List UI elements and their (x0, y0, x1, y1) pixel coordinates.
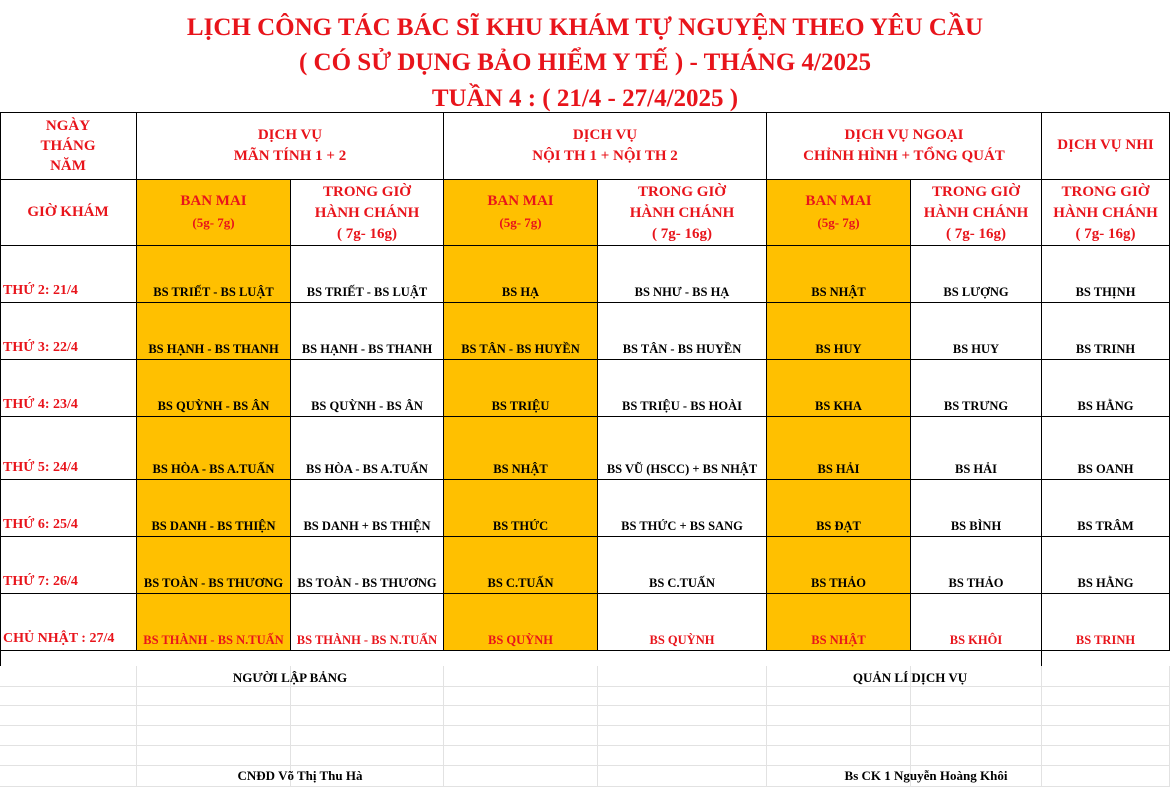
spreadsheet-gridcell (598, 746, 767, 766)
service-group-line: DỊCH VỤ NHI (1057, 137, 1154, 153)
doctor-assignment: BS KHA (767, 360, 911, 417)
day-label: THỨ 7: 26/4 (0, 537, 137, 594)
doctor-assignment: BS TÂN - BS HUYỀN (598, 303, 767, 360)
spreadsheet-gridcell (767, 746, 911, 766)
doctor-assignment: BS THẢO (767, 537, 911, 594)
doctor-assignment: BS DANH + BS THIỆN (291, 480, 444, 537)
shift-header-line: BAN MAI (487, 193, 554, 209)
spreadsheet-gridcell (137, 706, 291, 726)
doctor-assignment: BS TRIỆU (444, 360, 598, 417)
title-line-2: ( CÓ SỬ DỤNG BẢO HIỂM Y TẾ ) - THÁNG 4/2025 (298, 49, 872, 76)
spreadsheet-gridcell (767, 706, 911, 726)
doctor-assignment: BS HẰNG (1042, 537, 1170, 594)
spreadsheet-gridcell (0, 687, 137, 706)
doctor-assignment: BS OANH (1042, 417, 1170, 480)
doctor-assignment: BS HẠ (444, 246, 598, 303)
doctor-assignment: BS QUỲNH - BS ÂN (291, 360, 444, 417)
doctor-assignment: BS HÒA - BS A.TUẤN (137, 417, 291, 480)
doctor-assignment: BS THỨC (444, 480, 598, 537)
spreadsheet-gridcell (1042, 687, 1170, 706)
doctor-assignment: BS THÀNH - BS N.TUẤN (291, 594, 444, 651)
preparer-label: NGƯỜI LẬP BẢNG (232, 670, 348, 685)
shift-header-line: BAN MAI (805, 193, 872, 209)
time-header-label: GIỜ KHÁM (27, 204, 109, 220)
doctor-assignment: BS TOÀN - BS THƯƠNG (291, 537, 444, 594)
shift-header-line: (5g- 7g) (817, 215, 860, 230)
spreadsheet-gridcell (911, 706, 1042, 726)
day-label: THỨ 3: 22/4 (0, 303, 137, 360)
doctor-assignment: BS BÌNH (911, 480, 1042, 537)
doctor-assignment: BS HÒA - BS A.TUẤN (291, 417, 444, 480)
shift-header (767, 180, 911, 246)
spreadsheet-gridcell (291, 726, 444, 746)
spreadsheet-gridcell (911, 687, 1042, 706)
spreadsheet-gridcell (444, 726, 598, 746)
doctor-assignment: BS HẢI (911, 417, 1042, 480)
shift-header (1042, 180, 1170, 246)
spreadsheet-gridcell (767, 726, 911, 746)
doctor-assignment: BS NHẬT (767, 246, 911, 303)
shift-header-line: (5g- 7g) (192, 215, 235, 230)
spreadsheet-gridcell (444, 746, 598, 766)
date-header-line: NGÀY (45, 118, 91, 134)
doctor-assignment: BS NHẬT (767, 594, 911, 651)
spreadsheet-gridcell (0, 706, 137, 726)
spreadsheet-gridcell (598, 706, 767, 726)
shift-header-line: HÀNH CHÁNH (923, 205, 1029, 221)
service-group-line: MÃN TÍNH 1 + 2 (233, 147, 347, 164)
preparer-name: CNĐD Võ Thị Thu Hà (237, 768, 363, 783)
day-label: THỨ 5: 24/4 (0, 417, 137, 480)
spreadsheet-gridcell (137, 726, 291, 746)
shift-header-line: TRONG GIỜ (323, 184, 411, 200)
doctor-assignment: BS TOÀN - BS THƯƠNG (137, 537, 291, 594)
spreadsheet-gridcell (0, 766, 137, 787)
spreadsheet-gridcell (911, 726, 1042, 746)
spreadsheet-gridcell (598, 687, 767, 706)
service-group-header (137, 112, 444, 180)
shift-header (291, 180, 444, 246)
shift-header-line: TRONG GIỜ (638, 184, 726, 200)
day-label: THỨ 6: 25/4 (0, 480, 137, 537)
spreadsheet-gridcell (0, 746, 137, 766)
spreadsheet-gridcell (598, 766, 767, 787)
spreadsheet-gridcell (444, 687, 598, 706)
doctor-assignment: BS TRINH (1042, 303, 1170, 360)
spreadsheet-gridcell (767, 687, 911, 706)
doctor-assignment: BS TRƯNG (911, 360, 1042, 417)
doctor-assignment: BS HUY (767, 303, 911, 360)
service-group-line: DỊCH VỤ (257, 126, 323, 143)
service-group-header (1042, 112, 1170, 180)
shift-header (598, 180, 767, 246)
spreadsheet-gridcell (1042, 666, 1170, 687)
doctor-assignment: BS QUỲNH (598, 594, 767, 651)
spreadsheet-gridcell (598, 666, 767, 687)
shift-header-line: TRONG GIỜ (1061, 184, 1150, 200)
doctor-assignment: BS KHÔI (911, 594, 1042, 651)
doctor-assignment: BS TÂN - BS HUYỀN (444, 303, 598, 360)
title-line-1: LỊCH CÔNG TÁC BÁC SĨ KHU KHÁM TỰ NGUYỆN THEO YÊU CẦU (186, 14, 984, 41)
shift-header-line: ( 7g- 16g) (946, 226, 1006, 242)
date-header-line: THÁNG (40, 138, 96, 154)
service-group-line: CHỈNH HÌNH + TỔNG QUÁT (803, 147, 1005, 164)
service-group-header (767, 112, 1042, 180)
spreadsheet-gridcell (137, 687, 291, 706)
spreadsheet-gridcell (0, 666, 137, 687)
date-column-header (0, 112, 137, 180)
shift-header-line: (5g- 7g) (499, 215, 542, 230)
doctor-assignment: BS HUY (911, 303, 1042, 360)
spreadsheet-gridcell (291, 706, 444, 726)
doctor-assignment: BS HẠNH - BS THANH (291, 303, 444, 360)
doctor-assignment: BS NHẬT (444, 417, 598, 480)
doctor-assignment: BS VŨ (HSCC) + BS NHẬT (598, 417, 767, 480)
doctor-assignment: BS C.TUẤN (598, 537, 767, 594)
spreadsheet-gridcell (1042, 706, 1170, 726)
doctor-assignment: BS TRIẾT - BS LUẬT (137, 246, 291, 303)
service-group-header (444, 112, 767, 180)
doctor-assignment: BS LƯỢNG (911, 246, 1042, 303)
spreadsheet-gridcell (1042, 726, 1170, 746)
doctor-assignment: BS HẢI (767, 417, 911, 480)
day-label: THỨ 4: 23/4 (0, 360, 137, 417)
service-group-line: DỊCH VỤ (572, 126, 638, 143)
spreadsheet-gridcell (0, 726, 137, 746)
spreadsheet-gridcell (137, 746, 291, 766)
spreadsheet-gridcell (1042, 746, 1170, 766)
table-footer-gap (0, 651, 1042, 666)
doctor-assignment: BS HẰNG (1042, 360, 1170, 417)
doctor-assignment: BS HẠNH - BS THANH (137, 303, 291, 360)
spreadsheet-gridcell (444, 706, 598, 726)
doctor-assignment: BS THỨC + BS SANG (598, 480, 767, 537)
spreadsheet-gridcell (598, 726, 767, 746)
doctor-assignment: BS NHƯ - BS HẠ (598, 246, 767, 303)
title-line-3: TUẦN 4 : ( 21/4 - 27/4/2025 ) (431, 85, 739, 112)
doctor-assignment: BS QUỲNH - BS ÂN (137, 360, 291, 417)
doctor-assignment: BS THỊNH (1042, 246, 1170, 303)
doctor-assignment: BS DANH - BS THIỆN (137, 480, 291, 537)
doctor-assignment: BS TRINH (1042, 594, 1170, 651)
shift-header-line: TRONG GIỜ (932, 184, 1020, 200)
shift-header (137, 180, 291, 246)
shift-header (444, 180, 598, 246)
doctor-assignment: BS THÀNH - BS N.TUẤN (137, 594, 291, 651)
date-header-line: NĂM (50, 158, 86, 174)
time-column-header (0, 180, 137, 246)
doctor-assignment: BS C.TUẤN (444, 537, 598, 594)
shift-header-line: HÀNH CHÁNH (314, 205, 420, 221)
shift-header-line: HÀNH CHÁNH (1053, 205, 1158, 221)
day-label: CHỦ NHẬT : 27/4 (0, 594, 137, 651)
shift-header-line: HÀNH CHÁNH (629, 205, 735, 221)
doctor-assignment: BS TRIỆU - BS HOÀI (598, 360, 767, 417)
day-label: THỨ 2: 21/4 (0, 246, 137, 303)
doctor-assignment: BS THẢO (911, 537, 1042, 594)
manager-label: QUẢN LÍ DỊCH VỤ (852, 670, 968, 685)
shift-header-line: ( 7g- 16g) (337, 226, 397, 242)
shift-header-line: ( 7g- 16g) (652, 226, 712, 242)
shift-header-line: ( 7g- 16g) (1075, 226, 1136, 242)
spreadsheet-gridcell (444, 766, 598, 787)
shift-header-line: BAN MAI (180, 193, 247, 209)
manager-name: Bs CK 1 Nguyễn Hoàng Khôi (844, 768, 1008, 783)
doctor-assignment: BS ĐẠT (767, 480, 911, 537)
doctor-assignment: BS TRÂM (1042, 480, 1170, 537)
shift-header (911, 180, 1042, 246)
spreadsheet-gridcell (444, 666, 598, 687)
spreadsheet-gridcell (291, 687, 444, 706)
doctor-assignment: BS QUỲNH (444, 594, 598, 651)
spreadsheet-gridcell (291, 746, 444, 766)
service-group-line: DỊCH VỤ NGOẠI (844, 126, 964, 143)
doctor-assignment: BS TRIẾT - BS LUẬT (291, 246, 444, 303)
service-group-line: NỘI TH 1 + NỘI TH 2 (532, 147, 678, 164)
spreadsheet-gridcell (911, 746, 1042, 766)
